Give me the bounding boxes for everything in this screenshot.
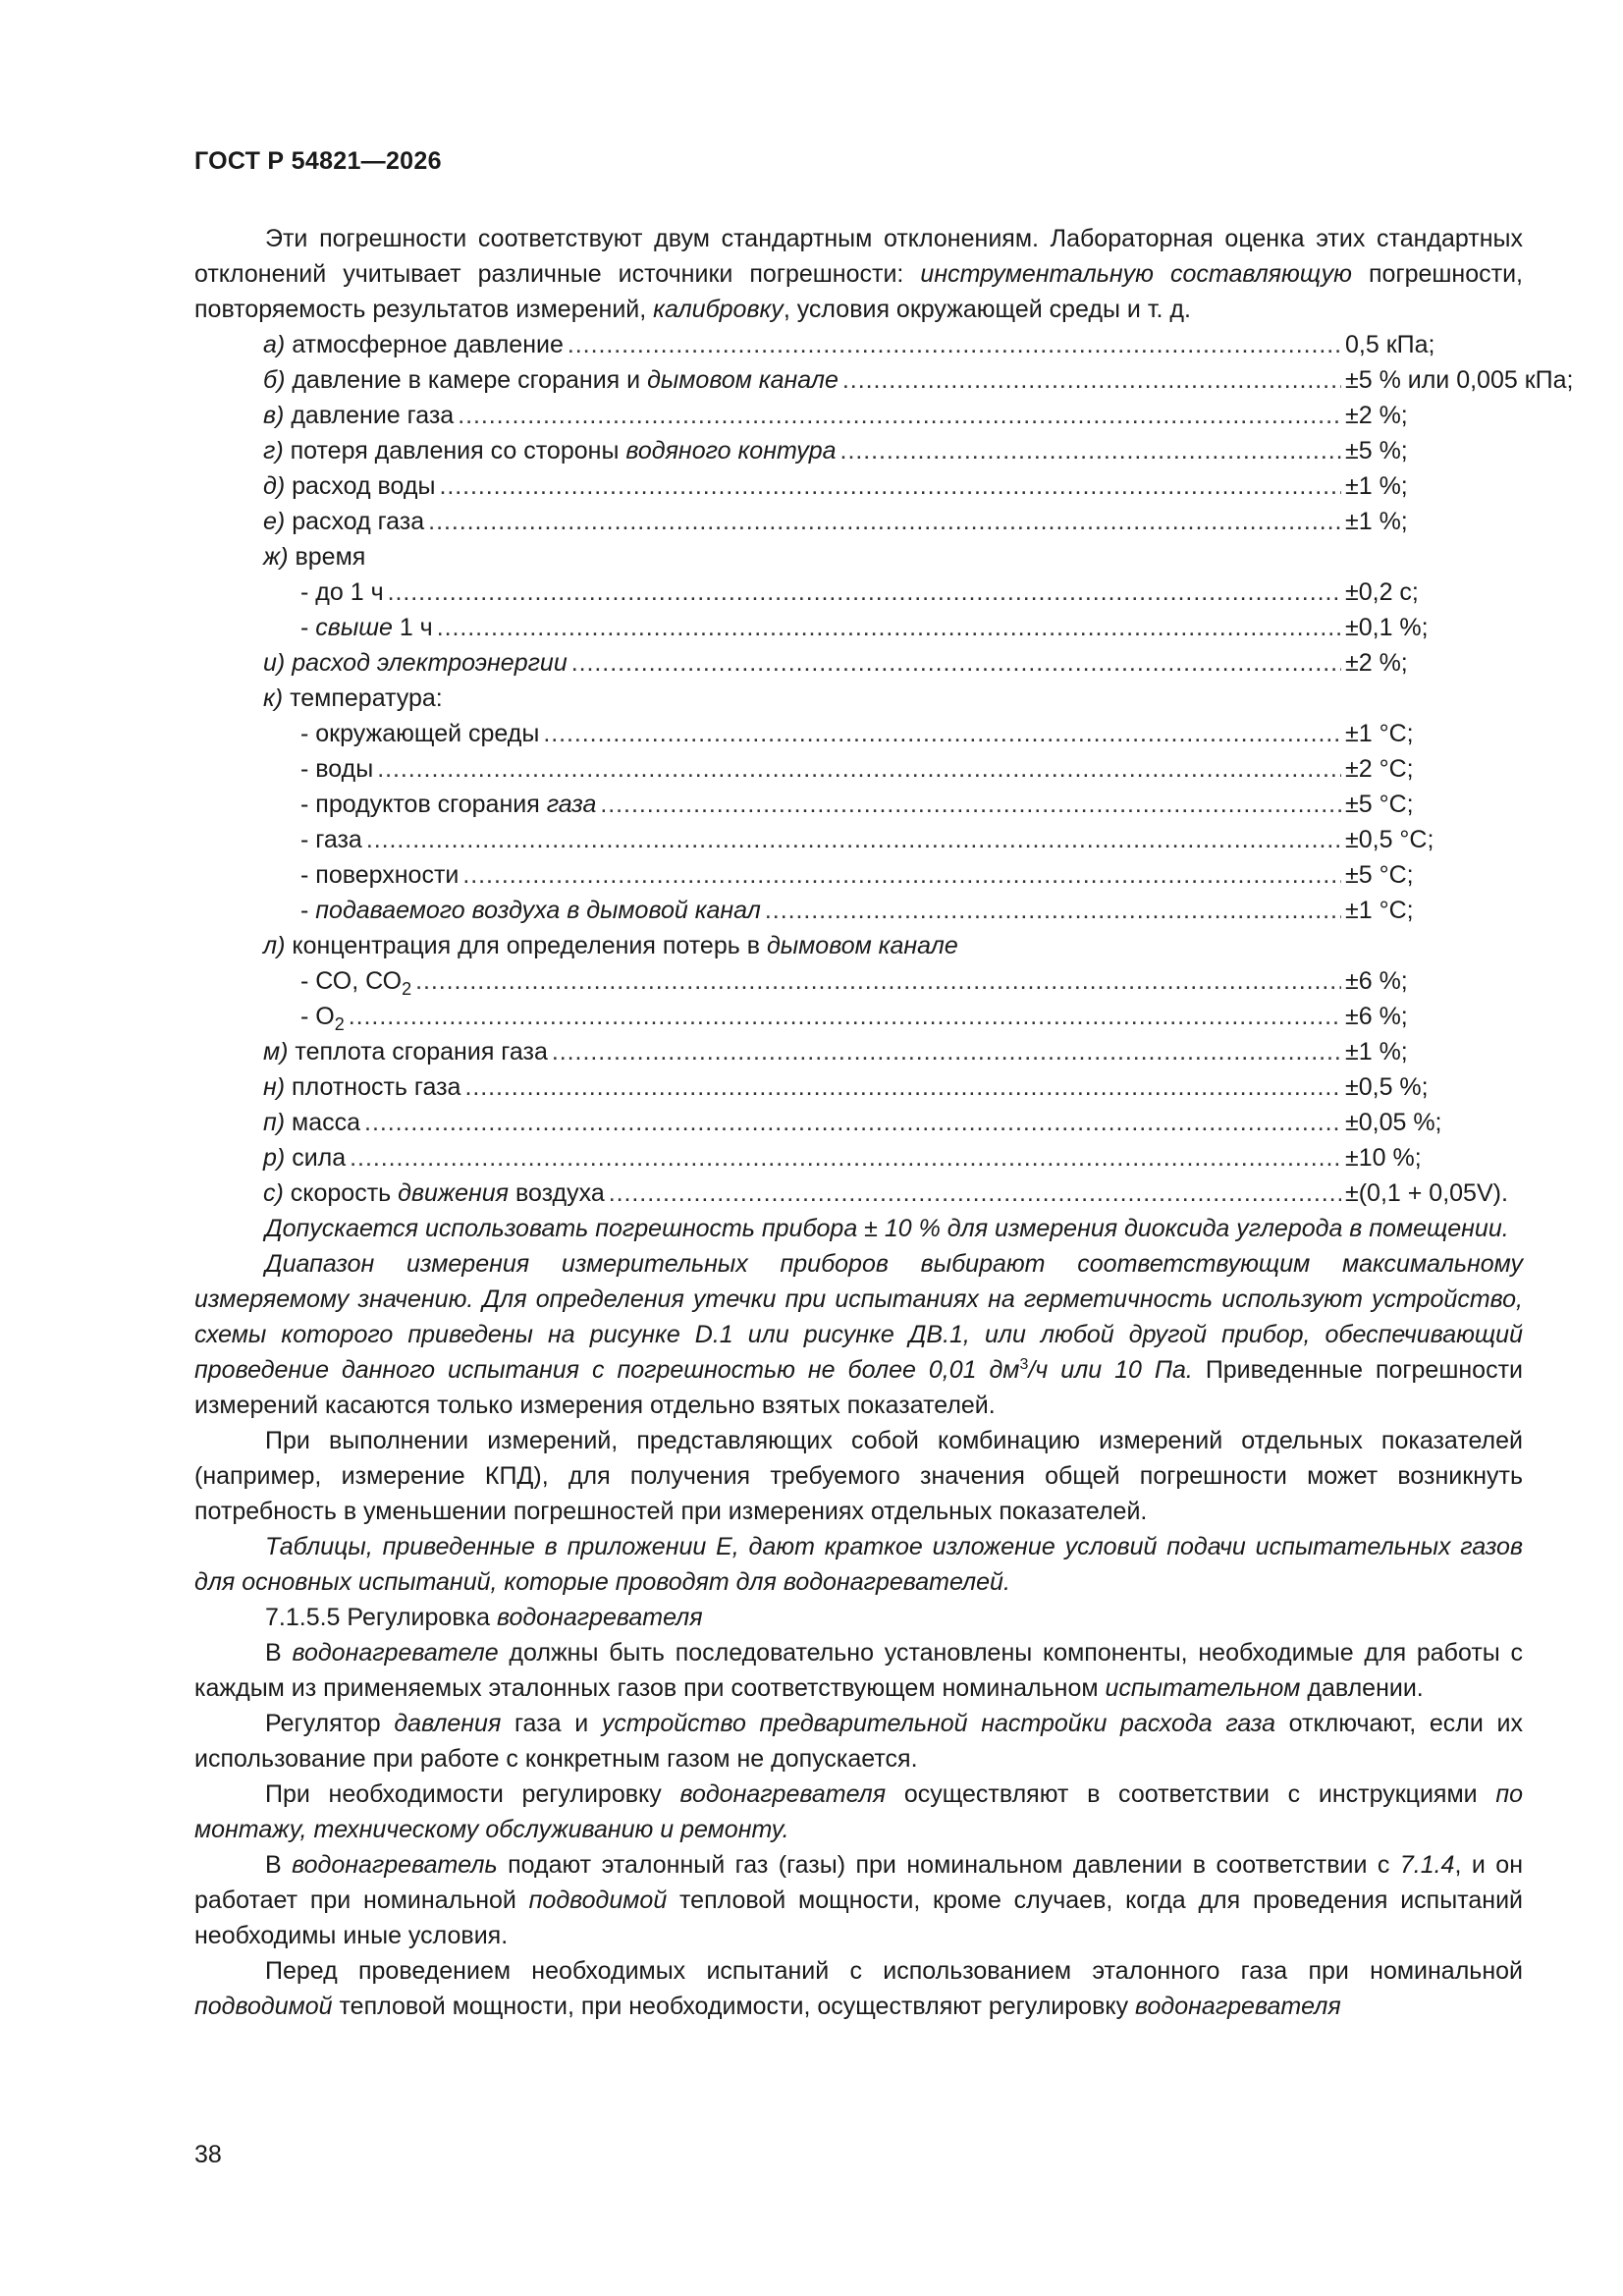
leader-dots	[458, 398, 1341, 433]
paragraph	[194, 1777, 1523, 1847]
leader-dots	[428, 504, 1341, 539]
paragraph	[194, 1246, 1523, 1423]
text-run-italic: устройство предварительной настройки расхода газа	[601, 1710, 1275, 1737]
item-letter: п)	[263, 1109, 286, 1136]
text-run: Регулировка	[347, 1604, 497, 1631]
item-letter: б)	[263, 366, 286, 394]
subitem-value: ±0,1 %;	[1345, 614, 1429, 641]
paragraph: При выполнении измерений, представляющих собой комбинацию измерений отдельных показателей (например, измерение КПД), для получения требуемого значения общей погрешности может возникнуть потребность в уменьшении погрешностей при измерениях отдельных показателей.	[194, 1427, 1523, 1525]
item-label: воздуха	[509, 1179, 605, 1207]
list-item	[194, 327, 1523, 362]
item-value: ±0,05 %;	[1345, 1109, 1442, 1136]
text-run: тепловой мощности, кроме случаев, когда для проведения испытаний необходимы иные условия.	[194, 1886, 1523, 1949]
item-value: ±1 %;	[1345, 1038, 1408, 1066]
item-letter: с)	[263, 1179, 284, 1207]
leader-dots	[552, 1034, 1341, 1069]
text-run-italic: Допускается использовать погрешность прибора ± 10 % для измерения диоксида углерода в помещении.	[265, 1215, 1509, 1242]
item-label: время	[295, 543, 366, 571]
paragraph	[194, 1706, 1523, 1777]
item-letter: е)	[263, 508, 286, 535]
subitem-value: ±6 %;	[1345, 967, 1408, 995]
item-label: масса	[292, 1109, 361, 1136]
leader-dots	[437, 610, 1341, 645]
page-number: 38	[194, 2141, 222, 2168]
text-run-italic: по монтажу, техническому обслуживанию и ремонту.	[194, 1780, 1523, 1843]
list-subitem: - поверхности . . . ±5 °С;	[194, 857, 1523, 893]
list-subitem: - свыше 1 ч . . . ±0,1 %;	[194, 610, 1523, 645]
item-value: ±1 %;	[1345, 508, 1408, 535]
list-item	[194, 645, 1523, 681]
list-subitem: - $О_2$ . . . ±6 %;	[194, 999, 1523, 1034]
list-subitem: - подаваемого воздуха в дымовой канал . . . ±1 °С;	[194, 893, 1523, 928]
item-label: расход газа	[292, 508, 425, 535]
item-label-italic: дымовом канале	[766, 932, 958, 959]
text-run-italic: водонагревателя	[1135, 1993, 1341, 2020]
subitem-label: 1 ч	[392, 614, 433, 641]
section-number: 7.1.5.5	[265, 1604, 341, 1631]
item-letter: м)	[263, 1038, 289, 1066]
item-letter: г)	[263, 437, 284, 465]
text-run-italic: калибровку	[653, 296, 784, 323]
item-letter: н)	[263, 1073, 286, 1101]
text-run: Регулятор	[265, 1710, 395, 1737]
item-label-italic: движения	[398, 1179, 510, 1207]
subitem-label: поверхности	[315, 861, 460, 889]
text-run: , и он работает при номинальной	[194, 1851, 1523, 1914]
leader-dots	[571, 645, 1341, 681]
paragraph	[194, 1635, 1523, 1706]
leader-dots	[349, 999, 1341, 1034]
item-label-italic: расход электроэнергии	[292, 649, 568, 677]
item-label: плотность газа	[292, 1073, 461, 1101]
item-label: давление газа	[291, 402, 455, 429]
leader-dots	[377, 751, 1341, 787]
text-run: должны быть последовательно установлены компоненты, необходимые для работы с каждым из применяемых эталонных газов при соответствующем номинальном	[194, 1639, 1524, 1702]
leader-dots	[842, 362, 1341, 398]
list-item	[194, 681, 1523, 716]
list-item	[194, 398, 1523, 433]
item-label: потеря давления со стороны	[290, 437, 626, 465]
text-run: давлении.	[1300, 1674, 1424, 1702]
subitem-value: ±5 °С;	[1345, 861, 1414, 889]
leader-dots	[840, 433, 1341, 468]
intro-paragraph	[194, 221, 1523, 327]
item-value: ±10 %;	[1345, 1144, 1422, 1172]
text-run-italic: /ч или 10 Па.	[1028, 1356, 1193, 1384]
text-run-italic: Таблицы, приведенные в приложении Е, дают краткое изложение условий подачи испытательных газов для основных испытаний, которые проводят для водонагревателей.	[194, 1533, 1523, 1596]
text-run-italic: испытательном	[1105, 1674, 1301, 1702]
item-letter: а)	[263, 331, 286, 358]
subitem-label: до 1 ч	[315, 578, 384, 606]
document-body	[194, 221, 1574, 2024]
item-value: ±2 %;	[1345, 649, 1408, 677]
leader-dots	[366, 822, 1341, 857]
item-label: скорость	[290, 1179, 399, 1207]
leader-dots	[543, 716, 1341, 751]
list-item	[194, 362, 1574, 398]
leader-dots	[439, 468, 1341, 504]
list-item	[194, 1105, 1523, 1140]
leader-dots	[415, 963, 1341, 999]
list-subitem: - продуктов сгорания газа . . . ±5 °С;	[194, 787, 1523, 822]
item-letter: д)	[263, 472, 286, 500]
item-letter: р)	[263, 1144, 286, 1172]
text-run-italic: водонагревателя	[496, 1604, 703, 1631]
text-run: При необходимости регулировку	[265, 1780, 680, 1808]
subscript: 2	[402, 979, 412, 999]
text-run: В	[265, 1639, 293, 1667]
item-value: 0,5 кПа;	[1345, 331, 1435, 358]
subitem-label-italic: свыше	[315, 614, 393, 641]
text-run-italic: Диапазон измерения измерительных приборов выбирают соответствующим максимальному измеряемому значению. Для определения утечки при испытаниях на герметичность используют устройство, схемы которого приведены на рисунке D.1 или рисунке ДВ.1, или любой другой прибор, обеспечивающий проведение данного испытания с погрешностью не более 0,01 дм	[194, 1250, 1523, 1384]
subitem-value: ±5 °С;	[1345, 791, 1414, 818]
leader-dots	[600, 787, 1341, 822]
item-letter: к)	[263, 684, 284, 712]
text-run: Эти погрешности соответствуют двум стандартным отклонениям. Лабораторная оценка этих стандартных отклонений учитывает различные источники погрешности:	[194, 225, 1523, 288]
text-run: подают эталонный газ (газы) при номинальном давлении в соответствии с	[497, 1851, 1400, 1879]
leader-dots	[388, 574, 1341, 610]
leader-dots	[765, 893, 1341, 928]
item-value: ±5 %;	[1345, 437, 1408, 465]
text-run-italic: подводимой	[528, 1886, 668, 1914]
item-label: сила	[292, 1144, 347, 1172]
item-value: ±5 % или 0,005 кПа;	[1345, 366, 1574, 394]
subitem-label: О	[315, 1003, 335, 1030]
subitem-value: ±6 %;	[1345, 1003, 1408, 1030]
subitem-value: ±1 °С;	[1345, 720, 1414, 747]
subitem-label: воды	[315, 755, 374, 783]
text-run: погрешности, повторяемость результатов измерений,	[194, 260, 1524, 323]
text-run: отключают, если их использование при работе с конкретным газом не допускается.	[194, 1710, 1523, 1773]
list-subitem: - до 1 ч . . . ±0,2 с;	[194, 574, 1523, 610]
list-subitem: - газа . . . ±0,5 °С;	[194, 822, 1523, 857]
item-label-italic: дымовом канале	[647, 366, 839, 394]
paragraph	[194, 1529, 1523, 1600]
list-item	[194, 468, 1523, 504]
list-subitem: - воды . . . ±2 °С;	[194, 751, 1523, 787]
text-run-italic: водонагревателя	[679, 1780, 887, 1808]
list-subitem: - СО, $СО_2$ . . . ±6 %;	[194, 963, 1523, 999]
item-value: ±2 %;	[1345, 402, 1408, 429]
text-run: Приведенные погрешности измерений касаются только измерения отдельно взятых показателей.	[194, 1356, 1524, 1419]
leader-dots	[609, 1175, 1341, 1211]
item-label: атмосферное давление	[292, 331, 564, 358]
document-header: ГОСТ Р 54821—2026	[194, 147, 442, 175]
leader-dots	[350, 1140, 1341, 1175]
subitem-label: СО, СО	[315, 967, 403, 995]
list-item	[194, 1069, 1523, 1105]
subitem-label: продуктов сгорания	[315, 791, 547, 818]
item-label: температура:	[290, 684, 443, 712]
leader-dots	[568, 327, 1341, 362]
item-label: давление в камере сгорания и	[292, 366, 648, 394]
text-run: тепловой мощности, при необходимости, осуществляют регулировку	[332, 1993, 1136, 2020]
item-label: расход воды	[292, 472, 436, 500]
paragraph	[194, 1211, 1523, 1246]
item-label-italic: водяного контура	[625, 437, 837, 465]
text-run-italic: инструментальную составляющую	[920, 260, 1352, 288]
leader-dots	[464, 1069, 1341, 1105]
list-item	[194, 433, 1523, 468]
error-list	[194, 327, 1574, 1211]
item-letter: в)	[263, 402, 285, 429]
subitem-label-italic: газа	[546, 791, 597, 818]
item-value: ±0,5 %;	[1345, 1073, 1429, 1101]
text-run-italic: водонагреватель	[292, 1851, 498, 1879]
list-item	[194, 928, 1523, 963]
text-run: В	[265, 1851, 293, 1879]
text-run-italic: 7.1.4	[1399, 1851, 1455, 1879]
subitem-label: газа	[315, 826, 362, 853]
text-run-italic: водонагревателе	[292, 1639, 499, 1667]
subitem-value: ±0,5 °С;	[1345, 826, 1434, 853]
list-item	[194, 1140, 1523, 1175]
item-letter: л)	[263, 932, 286, 959]
item-value: ±1 %;	[1345, 472, 1408, 500]
subitem-value: ±2 °С;	[1345, 755, 1414, 783]
item-letter: и)	[263, 649, 286, 677]
item-value: ±(0,1 + 0,05V).	[1345, 1179, 1508, 1207]
text-run-italic: подводимой	[194, 1993, 333, 2020]
superscript: 3	[1019, 1356, 1029, 1373]
subitem-label-italic: подаваемого воздуха в дымовой канал	[315, 897, 761, 924]
subitem-value: ±0,2 с;	[1345, 578, 1419, 606]
item-label: теплота сгорания газа	[295, 1038, 548, 1066]
leader-dots	[364, 1105, 1341, 1140]
list-item	[194, 504, 1523, 539]
text-run: , условия окружающей среды и т. д.	[783, 296, 1191, 323]
section-heading	[194, 1600, 1523, 1635]
text-run: газа и	[501, 1710, 602, 1737]
text-run: осуществляют в соответствии с инструкциями	[886, 1780, 1496, 1808]
list-subitem: - окружающей среды . . . ±1 °С;	[194, 716, 1523, 751]
text-run: Перед проведением необходимых испытаний с использованием эталонного газа при номинальной	[265, 1957, 1523, 1985]
list-item	[194, 1034, 1523, 1069]
list-item	[194, 1175, 1523, 1211]
item-letter: ж)	[263, 543, 289, 571]
text-run-italic: давления	[394, 1710, 502, 1737]
subitem-value: ±1 °С;	[1345, 897, 1414, 924]
paragraph	[194, 1953, 1523, 2024]
subscript: 2	[334, 1014, 345, 1034]
paragraph	[194, 1847, 1523, 1953]
subitem-label: окружающей среды	[315, 720, 540, 747]
leader-dots	[462, 857, 1341, 893]
item-label: концентрация для определения потерь в	[292, 932, 767, 959]
list-item	[194, 539, 1523, 574]
